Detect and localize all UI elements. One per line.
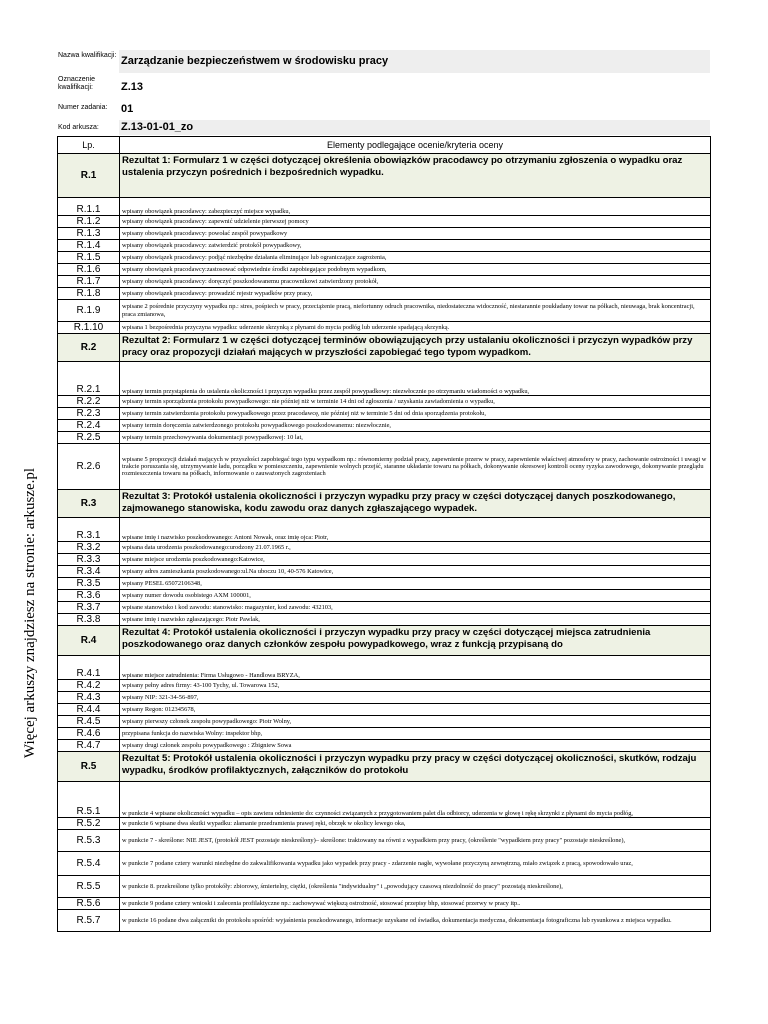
criterion-row <box>58 264 711 276</box>
criterion-lp: R.4.3 <box>58 692 120 704</box>
criterion-row <box>58 680 711 692</box>
criterion-text: wpisane miejsce zatrudnienia: Firma Usługowo - Handlowa BRYZA, <box>120 656 711 680</box>
side-watermark-text: Więcej arkuszy znajdziesz na stronie: arkusze.pl <box>22 467 38 759</box>
criterion-row <box>58 252 711 264</box>
criterion-lp: R.4.1 <box>58 656 120 680</box>
criterion-row <box>58 554 711 566</box>
criterion-row <box>58 910 711 932</box>
criterion-row <box>58 198 711 216</box>
meta-sheet-code <box>58 120 710 135</box>
criterion-text: w punkcie 4 wpisane okoliczności wypadku – opis zawiera odniesienie do: czynności związanych z przygotowaniem palet dla odbiorcy, uderzenia w głowę i rękę skrzynki z płynami do mycia podłóg, <box>120 782 711 818</box>
criterion-lp: R.2.4 <box>58 420 120 432</box>
criterion-row <box>58 704 711 716</box>
criterion-row <box>58 656 711 680</box>
meta-qualification-code <box>58 74 710 100</box>
criterion-text: wpisany pełny adres firmy: 43-100 Tychy, ul. Towarowa 152, <box>120 680 711 692</box>
criterion-row <box>58 420 711 432</box>
result-row <box>58 626 711 656</box>
result-row <box>58 334 711 362</box>
result-title: Rezultat 2: Formularz 1 w części dotyczącej terminów obowiązujących przy ustalaniu okoliczności i przyczyn wypadków przy pracy oraz propozycji działań mających w przyszłości zapobiegać tego typom wypadkom. <box>120 334 711 362</box>
criterion-row <box>58 566 711 578</box>
result-row <box>58 154 711 198</box>
result-lp: R.5 <box>58 752 120 782</box>
criterion-row <box>58 408 711 420</box>
criterion-text: przypisana funkcja do nazwiska Wolny: inspektor bhp, <box>120 728 711 740</box>
criterion-text: wpisany obowiązek pracodawcy: zapewnić udzielenie pierwszej pomocy <box>120 216 711 228</box>
meta-value: Z.13-01-01_zo <box>119 120 710 135</box>
criterion-text: w punkcie 16 podane dwa załączniki do protokołu spośród: wyjaśnienia poszkodowanego, informacje uzyskane od świadka, dokumentacja medyczna, dokumentacja fotograficzna lub rysunkowa z miejsca wypadku. <box>120 910 711 932</box>
meta-label: Kod arkusza: <box>58 124 99 131</box>
criterion-row <box>58 288 711 300</box>
result-lp: R.2 <box>58 334 120 362</box>
criterion-lp: R.2.1 <box>58 362 120 396</box>
criteria-table <box>57 136 711 932</box>
criterion-row <box>58 830 711 852</box>
criterion-lp: R.3.2 <box>58 542 120 554</box>
meta-task-number <box>58 100 710 118</box>
result-title: Rezultat 4: Protokół ustalenia okoliczności i przyczyn wypadku przy pracy w części dotyczącej miejsca zatrudnienia poszkodowanego oraz danych członków zespołu powypadkowego, wraz z funkcją przypisaną do <box>120 626 711 656</box>
result-lp: R.3 <box>58 490 120 518</box>
criterion-lp: R.5.2 <box>58 818 120 830</box>
criterion-lp: R.3.5 <box>58 578 120 590</box>
criterion-text: w punkcie 9 podane cztery wnioski i zalecenia profilaktyczne np.: zachowywać większą ostrożność, stosować przepisy bhp, stosować przerwy w pracy itp.. <box>120 898 711 910</box>
criterion-lp: R.2.5 <box>58 432 120 444</box>
criterion-lp: R.3.1 <box>58 518 120 542</box>
result-title: Rezultat 5: Protokół ustalenia okoliczności i przyczyn wypadku przy pracy w części dotyczącej okoliczności, skutków, rodzaju wypadku, środków profilaktycznych, załączników do protokołu <box>120 752 711 782</box>
meta-label: Numer zadania: <box>58 104 108 111</box>
criterion-lp: R.1.3 <box>58 228 120 240</box>
criterion-lp: R.1.5 <box>58 252 120 264</box>
criterion-text: wpisany adres zamieszkania poszkodowanego:ul.Na uboczu 10, 40-576 Katowice, <box>120 566 711 578</box>
criterion-row <box>58 578 711 590</box>
criterion-text: wpisane 5 propozycji działań mających w przyszłości zapobiegać tego typu wypadkom np.: równomierny podział pracy, zapewnienie przerw w pracy, zapewnienie właściwej atmosfery w pracy, zachowanie ostrożności i uwagi w trakcie poruszania się, utrzymywanie ładu, porządku w pomieszczeniu, zapewnienie wolnych przejść, staranne układanie towaru na półkach, dokonywanie okresowej kontroli oceny ryzyka zawodowego, dokonywanie przeglądu rozmieszczenia towaru na półkach, informowanie o zauważonych zagrożeniach <box>120 444 711 490</box>
criterion-text: wpisany obowiązek pracodawcy: powołać zespół powypadkowy <box>120 228 711 240</box>
meta-value: Z.13 <box>121 81 144 93</box>
criterion-lp: R.2.6 <box>58 444 120 490</box>
criterion-lp: R.4.7 <box>58 740 120 752</box>
criterion-text: wpisany NIP: 321-34-56-897, <box>120 692 711 704</box>
criterion-lp: R.4.5 <box>58 716 120 728</box>
criterion-text: wpisana data urodzenia poszkodowanego:urodzony 21.07.1965 r., <box>120 542 711 554</box>
criterion-row <box>58 276 711 288</box>
criterion-text: wpisany obowiązek pracodawcy: doręczyć poszkodowanemu pracownikowi zatwierdzony protokół, <box>120 276 711 288</box>
criterion-text: wpisane miejsce urodzenia poszkodowanego:Katowice, <box>120 554 711 566</box>
criterion-lp: R.5.6 <box>58 898 120 910</box>
criterion-row <box>58 518 711 542</box>
criterion-lp: R.1.4 <box>58 240 120 252</box>
criterion-text: wpisany termin przechowywania dokumentacji powypadkowej: 10 lat, <box>120 432 711 444</box>
criterion-row <box>58 852 711 876</box>
criterion-row <box>58 716 711 728</box>
criterion-lp: R.5.3 <box>58 830 120 852</box>
criterion-text: wpisany obowiązek pracodawcy:zastosować odpowiednie środki zapobiegające podobnym wypadkom, <box>120 264 711 276</box>
criterion-row <box>58 396 711 408</box>
criterion-text: wpisany obowiązek pracodawcy: prowadzić rejestr wypadków przy pracy, <box>120 288 711 300</box>
criterion-lp: R.5.1 <box>58 782 120 818</box>
criterion-lp: R.5.7 <box>58 910 120 932</box>
criterion-lp: R.4.2 <box>58 680 120 692</box>
criterion-row <box>58 444 711 490</box>
criterion-text: wpisany obowiązek pracodawcy: podjąć niezbędne działania eliminujące lub ograniczające zagrożenia, <box>120 252 711 264</box>
table-header-row <box>58 137 711 154</box>
criterion-row <box>58 876 711 898</box>
result-lp: R.4 <box>58 626 120 656</box>
criterion-lp: R.3.8 <box>58 614 120 626</box>
criterion-row <box>58 590 711 602</box>
result-lp: R.1 <box>58 154 120 198</box>
criterion-lp: R.1.7 <box>58 276 120 288</box>
criterion-text: wpisany termin sporządzenia protokołu powypadkowego: nie później niż w terminie 14 dni od zgłoszenia / uzyskania zawiadomienia o wypadku, <box>120 396 711 408</box>
criterion-row <box>58 692 711 704</box>
meta-label: Nazwa kwalifikacji: <box>58 52 117 59</box>
criterion-text: w punkcie 8. przekreślone tylko protokóły: zbiorowy, śmiertelny, ciężki, (określenia "indywidualny" i „powodujący czasową niezdolność do pracy" pozostają nieskreślone), <box>120 876 711 898</box>
criterion-row <box>58 782 711 818</box>
criterion-text: wpisany termin przystąpienia do ustalenia okoliczności i przyczyn wypadku przez zespół powypadkowy: niezwłocznie po otrzymaniu wiadomości o wypadku, <box>120 362 711 396</box>
criterion-text: w punkcie 6 wpisane dwa skutki wypadku: złamanie przedramienia prawej ręki, obrzęk w okolicy lewego oka, <box>120 818 711 830</box>
criterion-text: wpisany obowiązek pracodawcy: zabezpieczyć miejsce wypadku, <box>120 198 711 216</box>
criterion-text: wpisany PESEL 65072106348, <box>120 578 711 590</box>
criterion-lp: R.1.10 <box>58 322 120 334</box>
criterion-lp: R.2.3 <box>58 408 120 420</box>
criterion-lp: R.1.6 <box>58 264 120 276</box>
result-title: Rezultat 1: Formularz 1 w części dotyczącej określenia obowiązków pracodawcy po otrzymaniu zgłoszenia o wypadku oraz ustalenia przyczyn pośrednich i bezpośrednich wypadku. <box>120 154 711 198</box>
criterion-lp: R.2.2 <box>58 396 120 408</box>
criterion-text: wpisane 2 pośrednie przyczyny wypadku np.: stres, pośpiech w pracy, przeciążenie pracą, niefortunny odruch pracownika, niedostateczna widoczność, niestarannie poukładany towar na półkach, nieuwaga, brak koncentracji, praca zmianowa, <box>120 300 711 322</box>
criterion-row <box>58 300 711 322</box>
criterion-lp: R.5.4 <box>58 852 120 876</box>
criterion-lp: R.1.1 <box>58 198 120 216</box>
criterion-lp: R.3.4 <box>58 566 120 578</box>
criterion-row <box>58 228 711 240</box>
result-row <box>58 752 711 782</box>
criterion-text: wpisany termin doręczenia zatwierdzonego protokołu powypadkowego poszkodowanemu: niezwłocznie, <box>120 420 711 432</box>
result-row <box>58 490 711 518</box>
criterion-text: w punkcie 7 - skreślone: NIE JEST, (protokół JEST pozostaje nieskreślony)– skreślone: traktowany na równi z wypadkiem przy pracy, (określenie "wypadkiem przy pracy" pozostaje nieskreślone), <box>120 830 711 852</box>
criterion-text: wpisane stanowisko i kod zawodu: stanowisko: magazynier, kod zawodu: 432103, <box>120 602 711 614</box>
criterion-row <box>58 602 711 614</box>
criterion-row <box>58 240 711 252</box>
criterion-row <box>58 614 711 626</box>
criterion-row <box>58 362 711 396</box>
criterion-text: wpisane imię i nazwisko poszkodowanego: Antoni Nowak, oraz imię ojca: Piotr, <box>120 518 711 542</box>
criterion-text: wpisane imię i nazwisko zgłaszającego: Piotr Pawlak, <box>120 614 711 626</box>
criterion-text: wpisany pierwszy członek zespołu powypadkowego: Piotr Wolny, <box>120 716 711 728</box>
criterion-lp: R.3.7 <box>58 602 120 614</box>
criterion-lp: R.1.9 <box>58 300 120 322</box>
criterion-row <box>58 728 711 740</box>
header-lp: Lp. <box>58 137 120 154</box>
meta-value: Zarządzanie bezpieczeństwem w środowisku pracy <box>119 50 710 73</box>
criterion-row <box>58 216 711 228</box>
criterion-lp: R.3.3 <box>58 554 120 566</box>
criterion-row <box>58 740 711 752</box>
criterion-row <box>58 322 711 334</box>
meta-value: 01 <box>121 103 134 115</box>
criterion-lp: R.1.2 <box>58 216 120 228</box>
meta-label: Oznaczenie kwalifikacji: <box>58 76 95 91</box>
criterion-lp: R.4.4 <box>58 704 120 716</box>
criterion-text: wpisany numer dowodu osobistego AXM 100001, <box>120 590 711 602</box>
criterion-text: wpisany termin zatwierdzenia protokołu powypadkowego przez pracodawcę, nie później niż w terminie 5 dni od dnia sporządzenia protokołu, <box>120 408 711 420</box>
criterion-text: w punkcie 7 podane cztery warunki niezbędne do zakwalifikowania wypadku jako wypadek przy pracy - zdarzenie nagłe, wywołane przyczyną zewnętrzną, miało związek z pracą, spowodowało uraz, <box>120 852 711 876</box>
criterion-text: wpisany obowiązek pracodawcy: zatwierdzić protokół powypadkowy, <box>120 240 711 252</box>
criterion-text: wpisany drugi członek zespołu powypadkowego : Zbigniew Sowa <box>120 740 711 752</box>
criterion-row <box>58 432 711 444</box>
criterion-lp: R.5.5 <box>58 876 120 898</box>
criterion-lp: R.3.6 <box>58 590 120 602</box>
header-criteria: Elementy podlegające ocenie/kryteria oceny <box>120 137 711 154</box>
criterion-row <box>58 818 711 830</box>
criterion-lp: R.4.6 <box>58 728 120 740</box>
criterion-row <box>58 898 711 910</box>
meta-qualification-name <box>58 50 710 74</box>
criterion-row <box>58 542 711 554</box>
criterion-text: wpisany Regon: 012345678, <box>120 704 711 716</box>
criterion-lp: R.1.8 <box>58 288 120 300</box>
criterion-text: wpisana 1 bezpośrednia przyczyna wypadku: uderzenie skrzynką z płynami do mycia podłóg lub uderzenie spadającą skrzynką. <box>120 322 711 334</box>
result-title: Rezultat 3: Protokół ustalenia okoliczności i przyczyn wypadku przy pracy w części dotyczącej danych poszkodowanego, zajmowanego stanowiska, kodu zawodu oraz danych zgłaszającego wypadek. <box>120 490 711 518</box>
